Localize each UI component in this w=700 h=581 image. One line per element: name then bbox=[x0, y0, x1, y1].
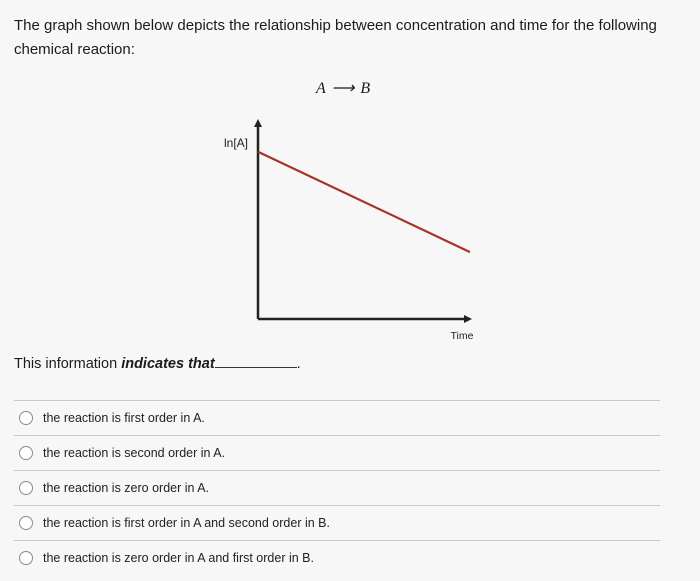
radio-circle-icon[interactable] bbox=[19, 411, 33, 425]
concentration-time-graph bbox=[210, 115, 480, 345]
option-label: the reaction is second order in A. bbox=[43, 446, 226, 460]
radio-circle-icon[interactable] bbox=[19, 446, 33, 460]
option-label: the reaction is first order in A. bbox=[43, 411, 205, 425]
option-first-order-a[interactable] bbox=[14, 400, 660, 435]
reaction-equation: A ⟶ B bbox=[316, 80, 372, 97]
option-second-order-a[interactable] bbox=[14, 435, 660, 470]
y-axis-label: ln[A] bbox=[223, 136, 248, 150]
answer-blank bbox=[215, 353, 297, 368]
radio-circle-icon[interactable] bbox=[19, 481, 33, 495]
option-first-order-a-second-order-b[interactable] bbox=[14, 505, 660, 540]
question-text: The graph shown below depicts the relationship between concentration and time for the following chemical reaction: bbox=[14, 17, 657, 58]
prompt-emphasis: indicates that bbox=[121, 356, 215, 372]
x-axis-label: Time bbox=[450, 330, 474, 340]
chart-svg bbox=[210, 115, 480, 340]
radio-circle-icon[interactable] bbox=[19, 551, 33, 565]
prompt-suffix: . bbox=[296, 356, 301, 372]
y-axis-arrow-icon bbox=[254, 119, 262, 127]
option-zero-order-a-first-order-b[interactable] bbox=[14, 540, 660, 575]
option-zero-order-a[interactable] bbox=[14, 470, 660, 505]
prompt-line bbox=[14, 353, 301, 372]
option-label: the reaction is zero order in A. bbox=[43, 481, 210, 495]
x-axis-arrow-icon bbox=[464, 315, 472, 323]
data-line-series-0 bbox=[258, 152, 470, 252]
option-label: the reaction is zero order in A and first order in B. bbox=[43, 551, 314, 565]
radio-circle-icon[interactable] bbox=[19, 516, 33, 530]
answer-options bbox=[14, 400, 660, 575]
prompt-prefix: This information bbox=[14, 356, 118, 372]
option-label: the reaction is first order in A and second order in B. bbox=[43, 516, 330, 530]
